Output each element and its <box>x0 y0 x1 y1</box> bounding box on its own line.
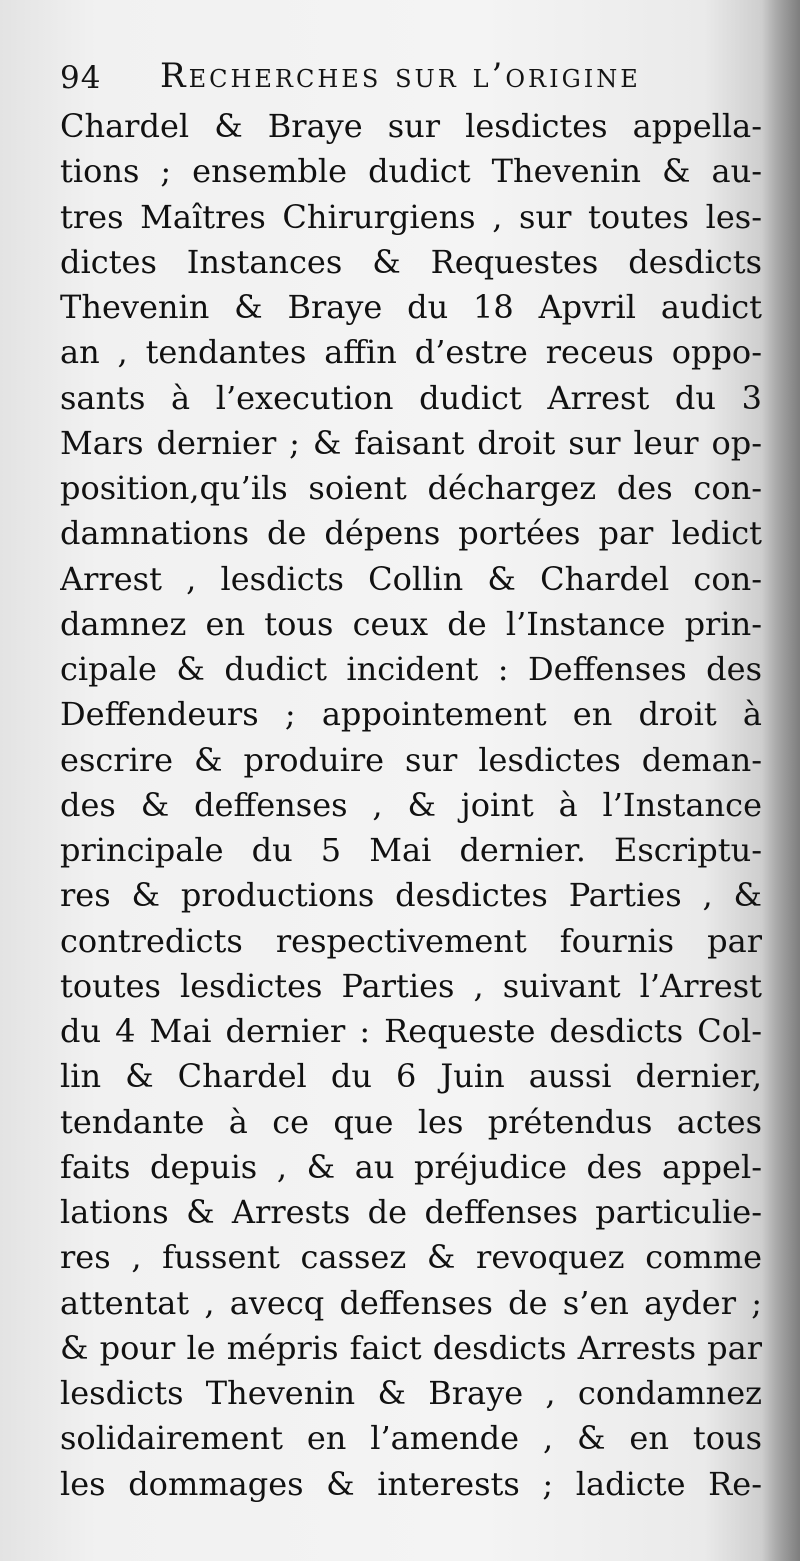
text-line: des & deffenses , & joint à l’Instance <box>60 785 762 824</box>
text-line: solidairement en l’amende , & en tous <box>60 1419 762 1458</box>
text-line: damnations de dépens portées par ledict <box>60 514 762 553</box>
text-line: faits depuis , & au préjudice des appel- <box>60 1147 762 1186</box>
page-gutter-shadow <box>762 0 800 1561</box>
text-line: attentat , avecq deffenses de s’en ayder ; <box>60 1283 762 1322</box>
text-line: escrire & produire sur lesdictes deman- <box>60 740 762 779</box>
text-line: res & productions desdictes Parties , & <box>60 876 762 915</box>
text-line: Deffendeurs ; appointement en droit à <box>60 695 762 734</box>
text-line: du 4 Mai dernier : Requeste desdicts Col- <box>60 1012 762 1050</box>
text-line: lin & Chardel du 6 Juin aussi dernier, <box>60 1057 762 1096</box>
text-line: position,qu’ils soient déchargez des con- <box>60 469 762 507</box>
text-line: toutes lesdictes Parties , suivant l’Arrest <box>60 966 762 1005</box>
page-header <box>60 54 750 100</box>
text-line: tendante à ce que les prétendus actes <box>60 1102 762 1141</box>
text-line: cipale & dudict incident : Deffenses des <box>60 650 762 688</box>
text-line: Arrest , lesdicts Collin & Chardel con- <box>60 559 762 598</box>
text-line: lations & Arrests de deffenses particulie- <box>60 1193 762 1231</box>
running-head: Recherches sur l’origine <box>160 56 641 96</box>
text-line: lesdicts Thevenin & Braye , condamnez <box>60 1374 762 1412</box>
text-line: tres Maîtres Chirurgiens , sur toutes les- <box>60 197 762 236</box>
text-line: les dommages & interests ; ladicte Re- <box>60 1464 762 1503</box>
text-line: Thevenin & Braye du 18 Apvril audict <box>60 288 762 326</box>
text-line: & pour le mépris faict desdicts Arrests par <box>60 1328 762 1367</box>
text-line: an , tendantes affin d’estre receus oppo- <box>60 333 762 372</box>
text-line: Chardel & Braye sur lesdictes appella- <box>60 107 762 145</box>
text-line: sants à l’execution dudict Arrest du 3 <box>60 378 762 417</box>
text-line: tions ; ensemble dudict Thevenin & au- <box>60 152 762 191</box>
text-line: res , fussent cassez & revoquez comme <box>60 1238 762 1277</box>
text-line: contredicts respectivement fournis par <box>60 921 762 960</box>
text-line: dictes Instances & Requestes desdicts <box>60 242 762 281</box>
body-text <box>60 104 762 1507</box>
text-line: principale du 5 Mai dernier. Escriptu- <box>60 831 762 869</box>
text-line: Mars dernier ; & faisant droit sur leur op- <box>60 423 762 462</box>
text-line: damnez en tous ceux de l’Instance prin- <box>60 604 762 643</box>
page-number: 94 <box>60 60 102 96</box>
